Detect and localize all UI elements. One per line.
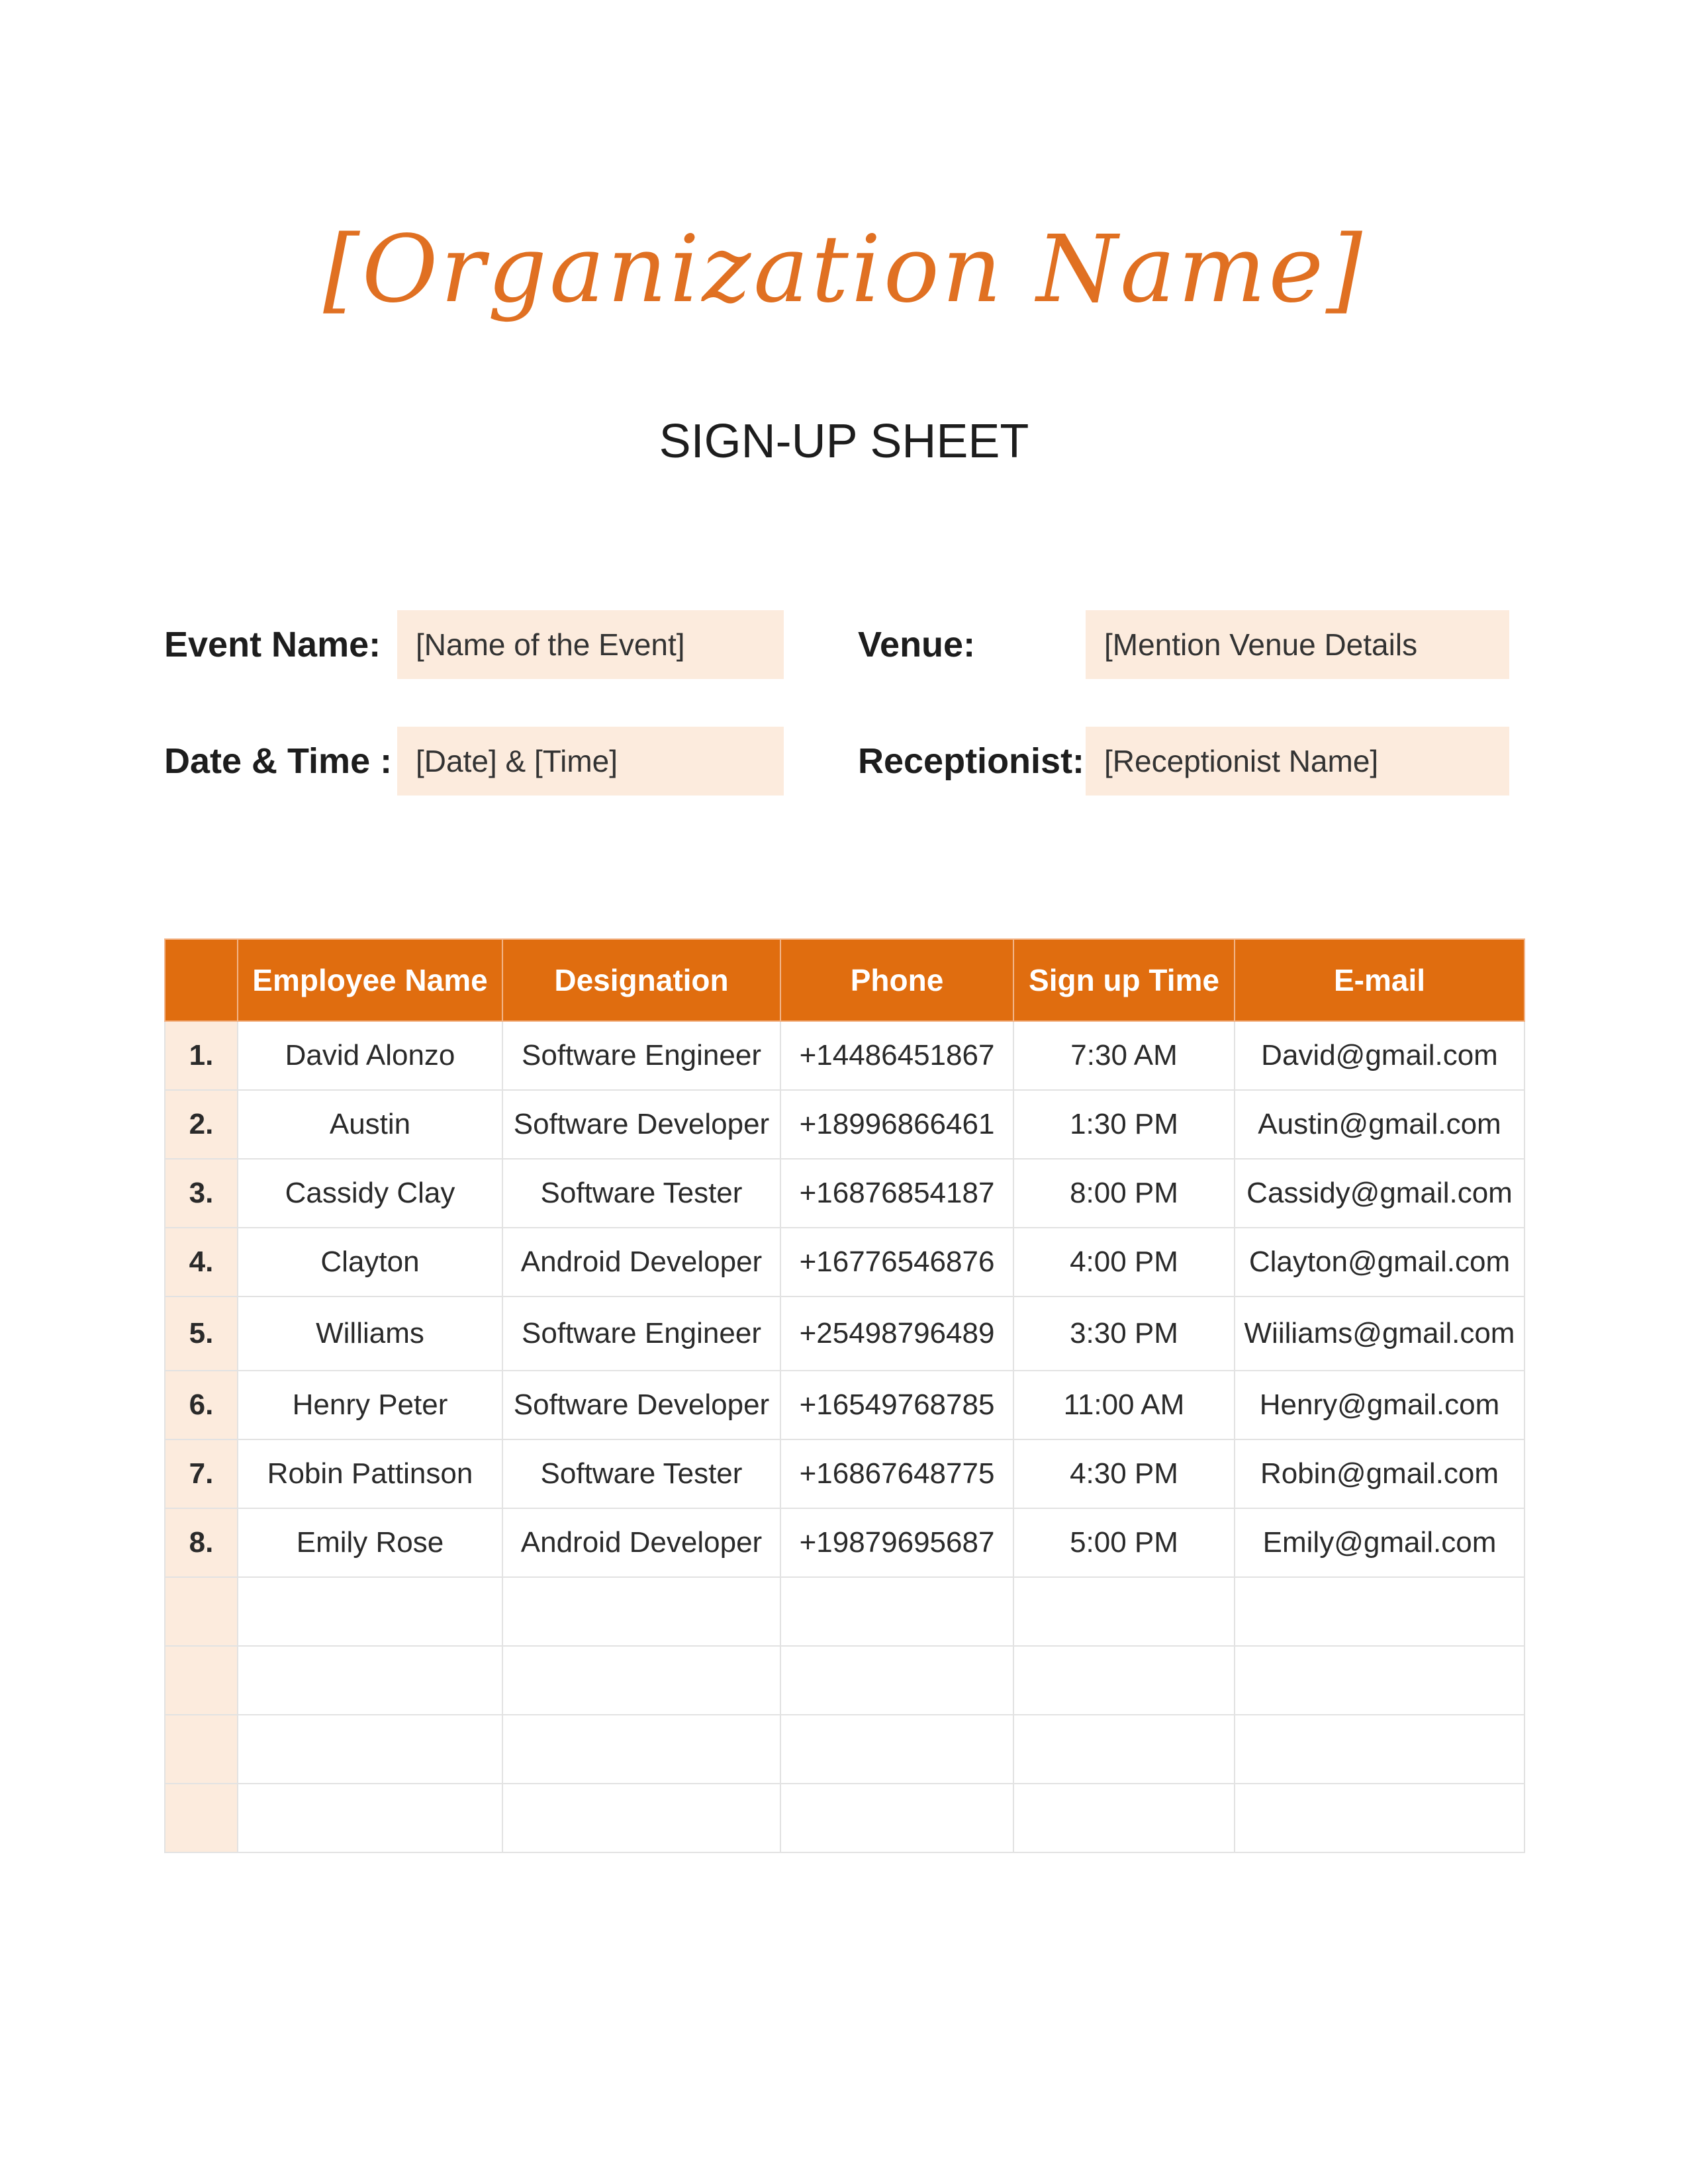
email-cell: David@gmail.com [1235,1021,1524,1090]
table-row [165,1508,1524,1577]
event-name-label: Event Name: [164,625,381,664]
table-row [165,1439,1524,1508]
row-number-empty [165,1715,238,1784]
sheet-title: SIGN-UP SHEET [659,415,1029,468]
date-time-label: Date & Time : [164,741,393,781]
empty-row [165,1646,1524,1715]
employee-name-cell: Williams [238,1297,502,1371]
empty-cell[interactable] [238,1646,502,1715]
empty-cell[interactable] [780,1715,1013,1784]
row-number-empty [165,1577,238,1646]
empty-cell[interactable] [1235,1784,1524,1852]
signup-time-cell: 5:00 PM [1013,1508,1235,1577]
table-header-row [165,939,1524,1021]
empty-cell[interactable] [1013,1784,1235,1852]
employee-name-cell: Austin [238,1090,502,1159]
signup-time-cell: 8:00 PM [1013,1159,1235,1228]
empty-row [165,1577,1524,1646]
empty-cell[interactable] [238,1784,502,1852]
email-cell: Henry@gmail.com [1235,1371,1524,1439]
signup-time-cell: 7:30 AM [1013,1021,1235,1090]
row-number: 1. [165,1021,238,1090]
designation-cell: Android Developer [502,1228,780,1297]
empty-cell[interactable] [1235,1715,1524,1784]
employee-name-cell: Emily Rose [238,1508,502,1577]
empty-cell[interactable] [1013,1715,1235,1784]
signup-time-cell: 3:30 PM [1013,1297,1235,1371]
signup-time-cell: 4:30 PM [1013,1439,1235,1508]
receptionist-field[interactable]: [Receptionist Name] [1086,727,1509,796]
phone-cell: +14486451867 [780,1021,1013,1090]
phone-cell: +16549768785 [780,1371,1013,1439]
employee-name-cell: David Alonzo [238,1021,502,1090]
designation-cell: Software Tester [502,1439,780,1508]
email-cell: Emily@gmail.com [1235,1508,1524,1577]
row-number: 8. [165,1508,238,1577]
employee-name-cell: Henry Peter [238,1371,502,1439]
empty-row [165,1715,1524,1784]
empty-cell[interactable] [502,1577,780,1646]
venue-label: Venue: [858,625,976,664]
signup-time-cell: 11:00 AM [1013,1371,1235,1439]
empty-cell[interactable] [780,1577,1013,1646]
row-number: 4. [165,1228,238,1297]
designation-header: Designation [502,939,780,1021]
empty-cell[interactable] [1013,1646,1235,1715]
signup-time-cell: 1:30 PM [1013,1090,1235,1159]
empty-row [165,1784,1524,1852]
designation-cell: Software Engineer [502,1297,780,1371]
empty-cell[interactable] [502,1784,780,1852]
empty-cell[interactable] [1013,1577,1235,1646]
empty-cell[interactable] [238,1715,502,1784]
phone-cell: +18996866461 [780,1090,1013,1159]
employee-name-cell: Robin Pattinson [238,1439,502,1508]
email-cell: Robin@gmail.com [1235,1439,1524,1508]
table-row [165,1297,1524,1371]
table-row [165,1228,1524,1297]
designation-cell: Software Engineer [502,1021,780,1090]
row-number: 6. [165,1371,238,1439]
empty-cell[interactable] [238,1577,502,1646]
number-column-header [165,939,238,1021]
organization-name: [Organization Name] [323,216,1365,324]
table-row [165,1090,1524,1159]
table-row [165,1021,1524,1090]
table-row [165,1371,1524,1439]
row-number-empty [165,1646,238,1715]
row-number: 2. [165,1090,238,1159]
designation-cell: Software Developer [502,1371,780,1439]
venue-field[interactable]: [Mention Venue Details [1086,610,1509,679]
designation-cell: Software Developer [502,1090,780,1159]
empty-cell[interactable] [502,1715,780,1784]
employee-name-header: Employee Name [238,939,502,1021]
employee-name-cell: Cassidy Clay [238,1159,502,1228]
empty-cell[interactable] [780,1646,1013,1715]
receptionist-label: Receptionist: [858,741,1085,781]
email-header: E-mail [1235,939,1524,1021]
signup-table [164,938,1525,1853]
email-cell: Cassidy@gmail.com [1235,1159,1524,1228]
designation-cell: Software Tester [502,1159,780,1228]
row-number-empty [165,1784,238,1852]
phone-cell: +16876854187 [780,1159,1013,1228]
phone-header: Phone [780,939,1013,1021]
phone-cell: +25498796489 [780,1297,1013,1371]
phone-cell: +19879695687 [780,1508,1013,1577]
row-number: 3. [165,1159,238,1228]
row-number: 5. [165,1297,238,1371]
date-time-field[interactable]: [Date] & [Time] [397,727,784,796]
designation-cell: Android Developer [502,1508,780,1577]
signup-time-cell: 4:00 PM [1013,1228,1235,1297]
empty-cell[interactable] [502,1646,780,1715]
phone-cell: +16776546876 [780,1228,1013,1297]
empty-cell[interactable] [780,1784,1013,1852]
phone-cell: +16867648775 [780,1439,1013,1508]
email-cell: Austin@gmail.com [1235,1090,1524,1159]
empty-cell[interactable] [1235,1646,1524,1715]
email-cell: Clayton@gmail.com [1235,1228,1524,1297]
table-row [165,1159,1524,1228]
email-cell: Wiiliams@gmail.com [1235,1297,1524,1371]
employee-name-cell: Clayton [238,1228,502,1297]
signup-time-header: Sign up Time [1013,939,1235,1021]
row-number: 7. [165,1439,238,1508]
event-name-field[interactable]: [Name of the Event] [397,610,784,679]
empty-cell[interactable] [1235,1577,1524,1646]
